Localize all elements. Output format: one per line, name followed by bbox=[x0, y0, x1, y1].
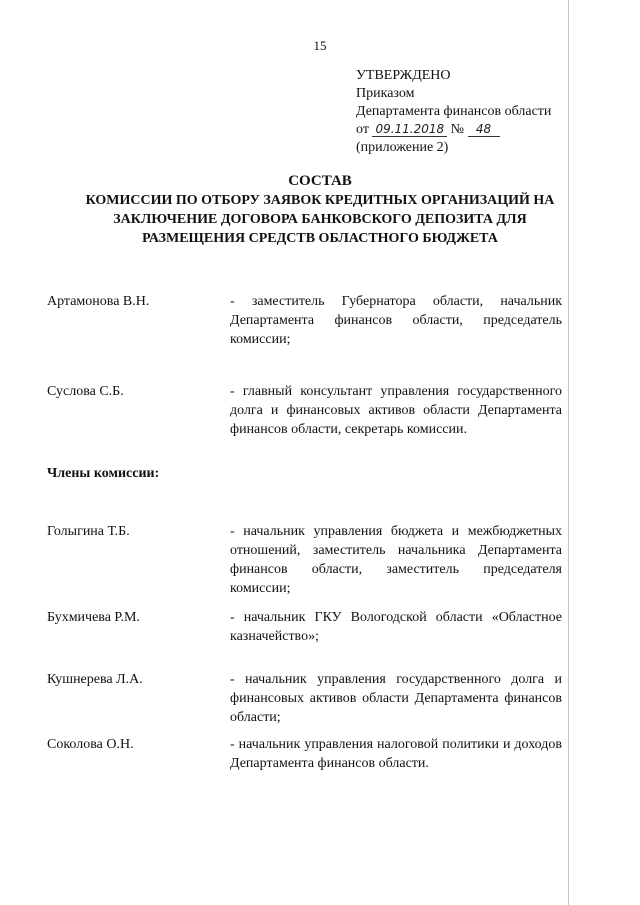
member-name: Бухмичева Р.М. bbox=[47, 610, 140, 625]
title-line-2: КОМИССИИ ПО ОТБОРУ ЗАЯВОК КРЕДИТНЫХ ОРГАНИЗАЦИЙ НА bbox=[85, 193, 555, 208]
document-title bbox=[60, 172, 580, 248]
member-role: - начальник управления бюджета и межбюджетных отношений, заместитель начальника Департамента финансов области, заместитель председателя комиссии; bbox=[230, 524, 562, 596]
scan-edge-line bbox=[568, 0, 569, 905]
from-label: от bbox=[356, 122, 369, 137]
page-number: 15 bbox=[313, 38, 327, 53]
approval-appendix: (приложение 2) bbox=[356, 140, 449, 155]
member-name: Суслова С.Б. bbox=[47, 384, 124, 399]
member-role: - начальник управления налоговой политики и доходов Департамента финансов области. bbox=[230, 737, 562, 771]
approval-date-line bbox=[356, 121, 576, 139]
member-name: Голыгина Т.Б. bbox=[47, 524, 130, 539]
title-line-3: ЗАКЛЮЧЕНИЕ ДОГОВОРА БАНКОВСКОГО ДЕПОЗИТА ДЛЯ bbox=[113, 212, 527, 227]
member-name: Соколова О.Н. bbox=[47, 737, 134, 752]
number-label: № bbox=[450, 122, 465, 137]
member-role: - главный консультант управления государственного долга и финансовых активов области Департамента финансов области, секретарь комиссии. bbox=[230, 384, 562, 437]
member-role: - начальник управления государственного долга и финансовых активов области Департамента финансов области; bbox=[230, 672, 562, 725]
member-role: - заместитель Губернатора области, начальник Департамента финансов области, председатель комиссии; bbox=[230, 294, 562, 347]
handwritten-number: 48 bbox=[468, 122, 500, 137]
member-name: Кушнерева Л.А. bbox=[47, 672, 143, 687]
members-heading: Члены комиссии: bbox=[47, 466, 160, 481]
approval-title: УТВЕРЖДЕНО bbox=[356, 68, 451, 83]
approval-block bbox=[356, 67, 576, 157]
approval-department: Департамента финансов области bbox=[356, 104, 552, 119]
approval-order: Приказом bbox=[356, 86, 415, 101]
title-line-1: СОСТАВ bbox=[288, 173, 352, 189]
member-role: - начальник ГКУ Вологодской области «Областное казначейство»; bbox=[230, 610, 562, 644]
title-line-4: РАЗМЕЩЕНИЯ СРЕДСТВ ОБЛАСТНОГО БЮДЖЕТА bbox=[142, 231, 498, 246]
handwritten-date: 09.11.2018 bbox=[372, 122, 447, 137]
member-name: Артамонова В.Н. bbox=[47, 294, 150, 309]
